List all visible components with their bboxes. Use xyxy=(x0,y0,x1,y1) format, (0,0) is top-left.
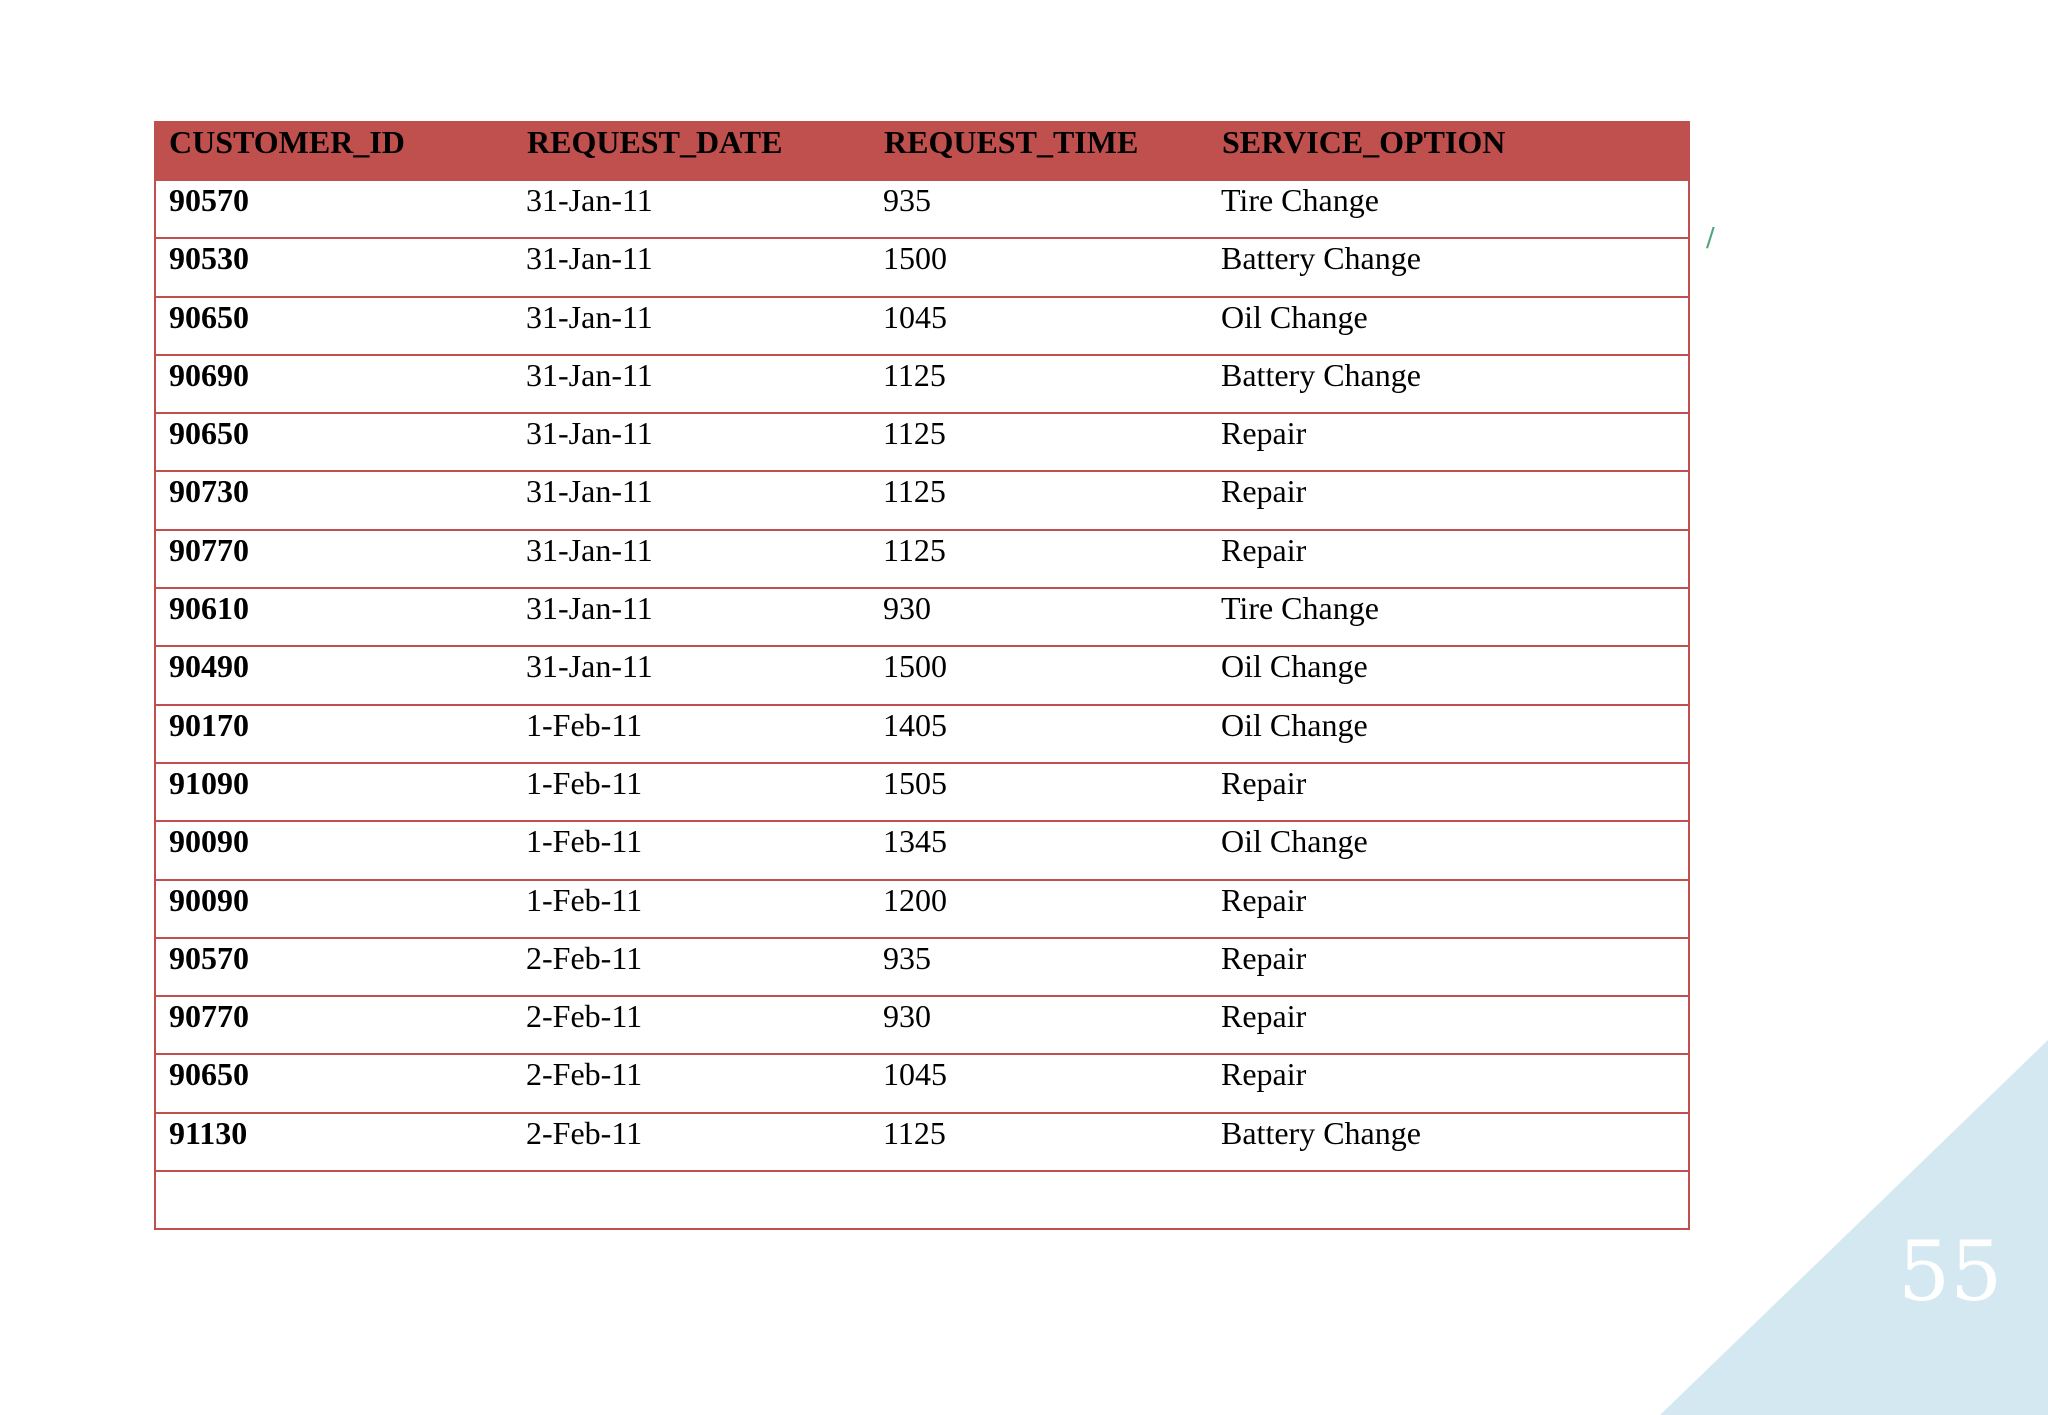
table-row xyxy=(155,705,1689,763)
customer-id-cell: 90730 xyxy=(155,471,513,529)
customer-id-cell: 90650 xyxy=(155,1054,513,1112)
request-date-cell xyxy=(513,1171,870,1229)
customer-id-cell: 90650 xyxy=(155,413,513,471)
request-time-cell: 1500 xyxy=(870,646,1208,704)
service-option-cell: Tire Change xyxy=(1208,180,1689,238)
table-row xyxy=(155,530,1689,588)
request-time-cell: 1125 xyxy=(870,413,1208,471)
service-option-cell: Repair xyxy=(1208,413,1689,471)
request-time-cell: 1405 xyxy=(870,705,1208,763)
request-date-cell: 31-Jan-11 xyxy=(513,238,870,296)
customer-id-cell: 90570 xyxy=(155,180,513,238)
request-time-cell: 1045 xyxy=(870,1054,1208,1112)
table-row xyxy=(155,413,1689,471)
request-date-cell: 31-Jan-11 xyxy=(513,588,870,646)
table-header-row xyxy=(155,122,1689,180)
service-requests-table xyxy=(154,121,1690,1230)
service-option-cell: Repair xyxy=(1208,471,1689,529)
service-option-cell: Repair xyxy=(1208,530,1689,588)
request-time-cell: 935 xyxy=(870,180,1208,238)
request-time-cell: 1125 xyxy=(870,471,1208,529)
table-row xyxy=(155,880,1689,938)
customer-id-cell: 90530 xyxy=(155,238,513,296)
request-date-cell: 1-Feb-11 xyxy=(513,705,870,763)
customer-id-cell xyxy=(155,1171,513,1229)
request-date-cell: 2-Feb-11 xyxy=(513,996,870,1054)
table-row xyxy=(155,763,1689,821)
table-row xyxy=(155,996,1689,1054)
customer-id-cell: 91130 xyxy=(155,1113,513,1171)
customer-id-cell: 90090 xyxy=(155,880,513,938)
service-option-cell: Repair xyxy=(1208,763,1689,821)
request-date-cell: 2-Feb-11 xyxy=(513,938,870,996)
table-row xyxy=(155,1054,1689,1112)
customer-id-cell: 91090 xyxy=(155,763,513,821)
service-option-cell: Repair xyxy=(1208,880,1689,938)
request-date-cell: 31-Jan-11 xyxy=(513,180,870,238)
customer-id-cell: 90770 xyxy=(155,530,513,588)
service-option-cell: Repair xyxy=(1208,996,1689,1054)
header-service-option: SERVICE_OPTION xyxy=(1208,122,1689,180)
page-number: 55 xyxy=(1898,1225,2003,1320)
service-option-cell: Battery Change xyxy=(1208,355,1689,413)
service-option-cell: Oil Change xyxy=(1208,821,1689,879)
table-row xyxy=(155,297,1689,355)
service-option-cell: Oil Change xyxy=(1208,297,1689,355)
service-option-cell: Battery Change xyxy=(1208,1113,1689,1171)
request-time-cell: 1500 xyxy=(870,238,1208,296)
request-date-cell: 1-Feb-11 xyxy=(513,763,870,821)
request-time-cell: 1125 xyxy=(870,355,1208,413)
request-date-cell: 31-Jan-11 xyxy=(513,646,870,704)
service-option-cell: Oil Change xyxy=(1208,705,1689,763)
request-date-cell: 31-Jan-11 xyxy=(513,471,870,529)
request-date-cell: 2-Feb-11 xyxy=(513,1113,870,1171)
request-time-cell: 1125 xyxy=(870,1113,1208,1171)
request-time-cell: 1200 xyxy=(870,880,1208,938)
request-time-cell: 930 xyxy=(870,588,1208,646)
request-date-cell: 2-Feb-11 xyxy=(513,1054,870,1112)
customer-id-cell: 90650 xyxy=(155,297,513,355)
request-time-cell: 1505 xyxy=(870,763,1208,821)
table-row xyxy=(155,1171,1689,1229)
customer-id-cell: 90690 xyxy=(155,355,513,413)
table-row xyxy=(155,588,1689,646)
request-time-cell: 930 xyxy=(870,996,1208,1054)
customer-id-cell: 90610 xyxy=(155,588,513,646)
table-row xyxy=(155,180,1689,238)
customer-id-cell: 90570 xyxy=(155,938,513,996)
service-option-cell: Tire Change xyxy=(1208,588,1689,646)
request-time-cell: 1125 xyxy=(870,530,1208,588)
request-time-cell: 1345 xyxy=(870,821,1208,879)
customer-id-cell: 90490 xyxy=(155,646,513,704)
request-date-cell: 31-Jan-11 xyxy=(513,355,870,413)
service-option-cell xyxy=(1208,1171,1689,1229)
table-row xyxy=(155,821,1689,879)
header-request-time: REQUEST_TIME xyxy=(870,122,1208,180)
table-row xyxy=(155,355,1689,413)
table-row xyxy=(155,646,1689,704)
request-date-cell: 1-Feb-11 xyxy=(513,821,870,879)
table-row xyxy=(155,938,1689,996)
table-row xyxy=(155,471,1689,529)
header-request-date: REQUEST_DATE xyxy=(513,122,870,180)
stray-slash-mark: / xyxy=(1706,223,1715,253)
customer-id-cell: 90770 xyxy=(155,996,513,1054)
request-date-cell: 31-Jan-11 xyxy=(513,297,870,355)
service-option-cell: Battery Change xyxy=(1208,238,1689,296)
table-row xyxy=(155,238,1689,296)
customer-id-cell: 90090 xyxy=(155,821,513,879)
table-row xyxy=(155,1113,1689,1171)
header-customer-id: CUSTOMER_ID xyxy=(155,122,513,180)
request-date-cell: 31-Jan-11 xyxy=(513,413,870,471)
request-date-cell: 1-Feb-11 xyxy=(513,880,870,938)
request-time-cell xyxy=(870,1171,1208,1229)
customer-id-cell: 90170 xyxy=(155,705,513,763)
service-option-cell: Oil Change xyxy=(1208,646,1689,704)
table-body xyxy=(155,180,1689,1229)
request-time-cell: 1045 xyxy=(870,297,1208,355)
request-date-cell: 31-Jan-11 xyxy=(513,530,870,588)
service-option-cell: Repair xyxy=(1208,938,1689,996)
service-option-cell: Repair xyxy=(1208,1054,1689,1112)
request-time-cell: 935 xyxy=(870,938,1208,996)
